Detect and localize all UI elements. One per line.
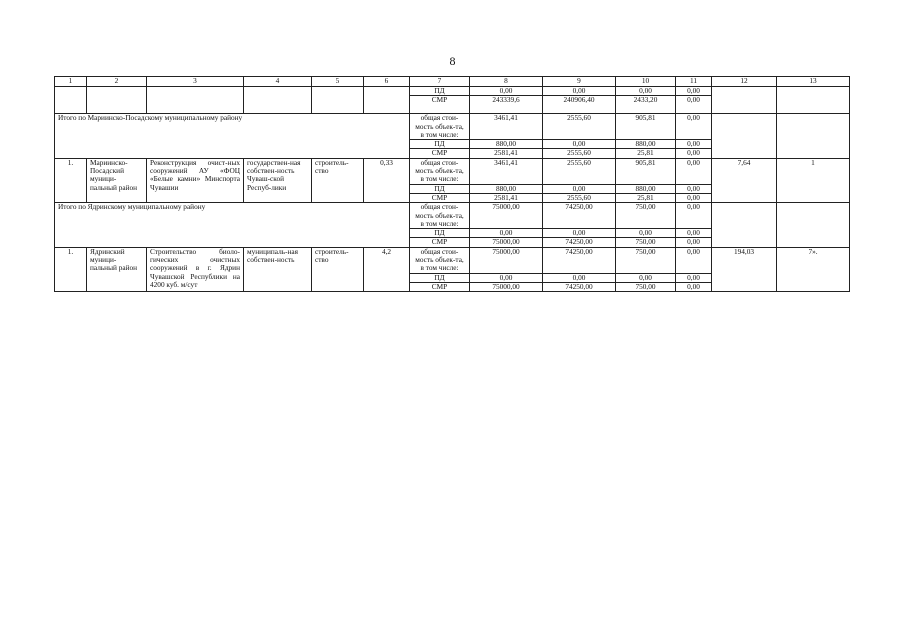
cost-type-label: СМР <box>410 282 470 291</box>
value-cell: 0,00 <box>616 229 676 238</box>
column-number: 2 <box>87 77 147 87</box>
value-cell: 880,00 <box>616 140 676 149</box>
value-cell: 2555,60 <box>543 149 616 158</box>
value-cell: 2555,60 <box>543 114 616 140</box>
value-cell: 2555,60 <box>543 158 616 184</box>
column-number: 13 <box>777 77 850 87</box>
ownership-cell: муниципаль-ная собствен-ность <box>244 247 312 291</box>
cost-type-label: СМР <box>410 238 470 247</box>
summary-title: Итого по Ядринскому муниципальному району <box>55 203 410 247</box>
value-cell: 2433,20 <box>616 96 676 114</box>
value-cell: 2581,41 <box>470 193 543 202</box>
value-cell: 0,00 <box>470 273 543 282</box>
cost-type-label: ПД <box>410 87 470 96</box>
column-number: 12 <box>712 77 777 87</box>
value-cell: 0,00 <box>676 203 712 229</box>
empty-cell <box>147 87 244 114</box>
value-cell: 243339,6 <box>470 96 543 114</box>
value-cell: 74250,00 <box>543 203 616 229</box>
empty-cell <box>312 87 364 114</box>
value-cell: 0,00 <box>676 238 712 247</box>
district-cell: Мариинско-Посадский муници-пальный район <box>87 158 147 202</box>
empty-cell <box>712 87 777 114</box>
value-cell: 0,00 <box>676 282 712 291</box>
column-number: 1 <box>55 77 87 87</box>
value-cell: 3461,41 <box>470 114 543 140</box>
work-type-cell: строитель-ство <box>312 158 364 202</box>
value-cell: 0,00 <box>543 273 616 282</box>
value-cell: 0,00 <box>676 193 712 202</box>
value-cell: 194,03 <box>712 247 777 291</box>
empty-cell <box>777 87 850 114</box>
value-cell: 1 <box>777 158 850 202</box>
ownership-cell: государствен-ная собствен-ность Чуваш-ской Респуб-лики <box>244 158 312 202</box>
summary-row <box>55 203 850 229</box>
object-name-cell: Строительство биоло-гических очистных сооружений в г. Ядрин Чувашской Республики на 4200 куб. м/сут <box>147 247 244 291</box>
value-cell: 905,81 <box>616 114 676 140</box>
value-cell: 750,00 <box>616 247 676 273</box>
cost-type-label: ПД <box>410 184 470 193</box>
cost-type-label: ПД <box>410 273 470 282</box>
table-row <box>55 87 850 96</box>
value-cell: 2581,41 <box>470 149 543 158</box>
summary-title: Итого по Мариинско-Посадскому муниципальному району <box>55 114 410 158</box>
value-cell: 74250,00 <box>543 247 616 273</box>
empty-cell <box>244 87 312 114</box>
value-cell: 0,00 <box>676 229 712 238</box>
empty-cell <box>364 87 410 114</box>
cost-type-label: ПД <box>410 229 470 238</box>
cost-type-label: общая стои-мость объек-та, в том числе: <box>410 114 470 140</box>
value-cell: 0,00 <box>676 149 712 158</box>
empty-cell <box>712 203 777 247</box>
value-cell: 0,00 <box>470 87 543 96</box>
page-number: 8 <box>449 54 456 68</box>
value-cell: 880,00 <box>470 140 543 149</box>
value-cell: 75000,00 <box>470 238 543 247</box>
summary-row <box>55 114 850 140</box>
value-cell: 0,00 <box>676 273 712 282</box>
item-number: 1. <box>55 247 87 291</box>
cost-type-label: СМР <box>410 193 470 202</box>
value-cell: 75000,00 <box>470 282 543 291</box>
value-cell: 3461,41 <box>470 158 543 184</box>
capacity-cell: 4,2 <box>364 247 410 291</box>
value-cell: 75000,00 <box>470 247 543 273</box>
capacity-cell: 0,33 <box>364 158 410 202</box>
value-cell: 880,00 <box>616 184 676 193</box>
column-number: 8 <box>470 77 543 87</box>
district-cell: Ядринский муници-пальный район <box>87 247 147 291</box>
item-number: 1. <box>55 158 87 202</box>
value-cell: 0,00 <box>543 87 616 96</box>
value-cell: 25,81 <box>616 149 676 158</box>
value-cell: 0,00 <box>676 87 712 96</box>
value-cell: 75000,00 <box>470 203 543 229</box>
value-cell: 0,00 <box>543 229 616 238</box>
value-cell: 0,00 <box>676 96 712 114</box>
column-number: 10 <box>616 77 676 87</box>
value-cell: 750,00 <box>616 282 676 291</box>
cost-type-label: ПД <box>410 140 470 149</box>
object-name-cell: Реконструкция очист-ных сооружений АУ «ФОЦ «Белые камни» Минспорта Чувашии <box>147 158 244 202</box>
value-cell: 0,00 <box>676 140 712 149</box>
cost-type-label: общая стои-мость объек-та, в том числе: <box>410 247 470 273</box>
value-cell: 750,00 <box>616 238 676 247</box>
value-cell: 0,00 <box>616 273 676 282</box>
column-number: 6 <box>364 77 410 87</box>
work-type-cell: строитель-ство <box>312 247 364 291</box>
table-row <box>55 247 850 273</box>
column-number: 7 <box>410 77 470 87</box>
value-cell: 7». <box>777 247 850 291</box>
value-cell: 0,00 <box>543 140 616 149</box>
value-cell: 240906,40 <box>543 96 616 114</box>
value-cell: 750,00 <box>616 203 676 229</box>
value-cell: 0,00 <box>676 114 712 140</box>
value-cell: 0,00 <box>676 247 712 273</box>
value-cell: 74250,00 <box>543 282 616 291</box>
column-number: 3 <box>147 77 244 87</box>
cost-type-label: СМР <box>410 149 470 158</box>
column-number: 9 <box>543 77 616 87</box>
empty-cell <box>777 114 850 158</box>
investment-objects-table <box>54 76 850 292</box>
value-cell: 2555,60 <box>543 193 616 202</box>
value-cell: 74250,00 <box>543 238 616 247</box>
value-cell: 880,00 <box>470 184 543 193</box>
empty-cell <box>55 87 87 114</box>
table-row <box>55 158 850 184</box>
cost-type-label: общая стои-мость объек-та, в том числе: <box>410 158 470 184</box>
value-cell: 0,00 <box>543 184 616 193</box>
cost-type-label: СМР <box>410 96 470 114</box>
value-cell: 0,00 <box>676 184 712 193</box>
empty-cell <box>87 87 147 114</box>
value-cell: 25,81 <box>616 193 676 202</box>
empty-cell <box>777 203 850 247</box>
cost-type-label: общая стон-мость объек-та, в том числе: <box>410 203 470 229</box>
column-number-row <box>55 77 850 87</box>
empty-cell <box>712 114 777 158</box>
column-number: 11 <box>676 77 712 87</box>
column-number: 5 <box>312 77 364 87</box>
value-cell: 905,81 <box>616 158 676 184</box>
value-cell: 7,64 <box>712 158 777 202</box>
column-number: 4 <box>244 77 312 87</box>
value-cell: 0,00 <box>470 229 543 238</box>
value-cell: 0,00 <box>616 87 676 96</box>
value-cell: 0,00 <box>676 158 712 184</box>
